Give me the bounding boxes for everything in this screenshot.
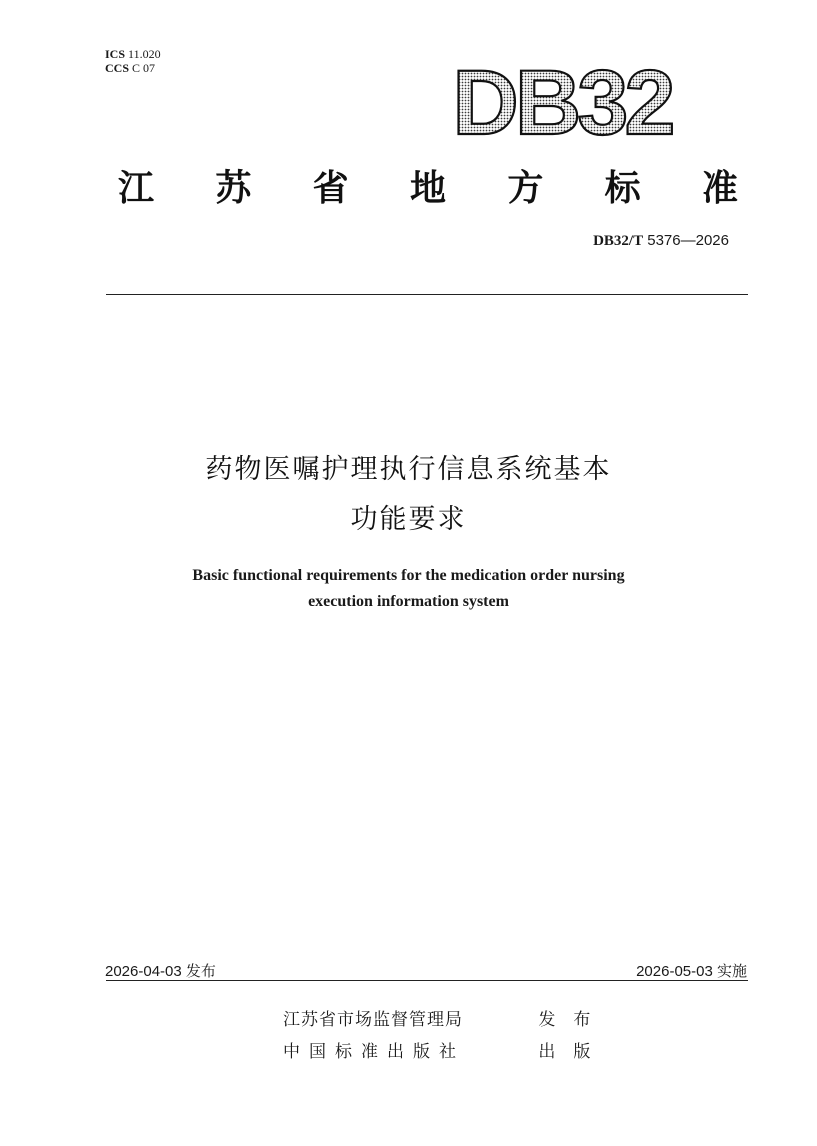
ics-value: 11.020: [128, 47, 161, 61]
publisher-org: 江苏省市场监督管理局: [283, 1010, 463, 1030]
classification-codes: [105, 47, 161, 75]
std-char: 省: [312, 167, 349, 209]
publisher-action: 出版: [538, 1042, 609, 1062]
publisher-row: [283, 1037, 608, 1062]
std-char: 方: [507, 167, 544, 209]
ics-code: [105, 47, 161, 61]
standard-prefix: DB32/T: [593, 233, 644, 249]
top-divider: [106, 294, 748, 295]
bottom-divider: [106, 980, 748, 981]
svg-text:DB32: DB32: [452, 60, 672, 140]
db32-logo: [440, 60, 685, 140]
publisher-action: 发布: [538, 1010, 609, 1030]
std-char: 江: [118, 167, 155, 209]
ics-label: ICS: [105, 47, 126, 61]
publisher-org: 中国标准出版社: [283, 1042, 465, 1062]
standard-type-title: [118, 160, 738, 210]
ccs-value: C 07: [132, 61, 156, 75]
ccs-label: CCS: [105, 61, 130, 75]
ccs-code: [105, 61, 161, 75]
standard-number: [593, 232, 729, 250]
std-char: 苏: [215, 167, 252, 209]
std-char: 准: [701, 167, 738, 209]
standard-code: 5376—2026: [647, 232, 729, 249]
implement-date: 2026-05-03 实施: [636, 963, 747, 980]
chinese-title-line-1: 药物医嘱护理执行信息系统基本: [205, 454, 612, 485]
english-title-line-2: execution information system: [308, 593, 509, 610]
std-char: 标: [604, 167, 641, 209]
chinese-title-line-2: 功能要求: [350, 504, 467, 535]
std-char: 地: [409, 167, 446, 209]
publish-date: 2026-04-03 发布: [105, 963, 216, 980]
publisher-row: [283, 1005, 608, 1030]
english-title-line-1: Basic functional requirements for the medication order nursing: [192, 567, 625, 584]
